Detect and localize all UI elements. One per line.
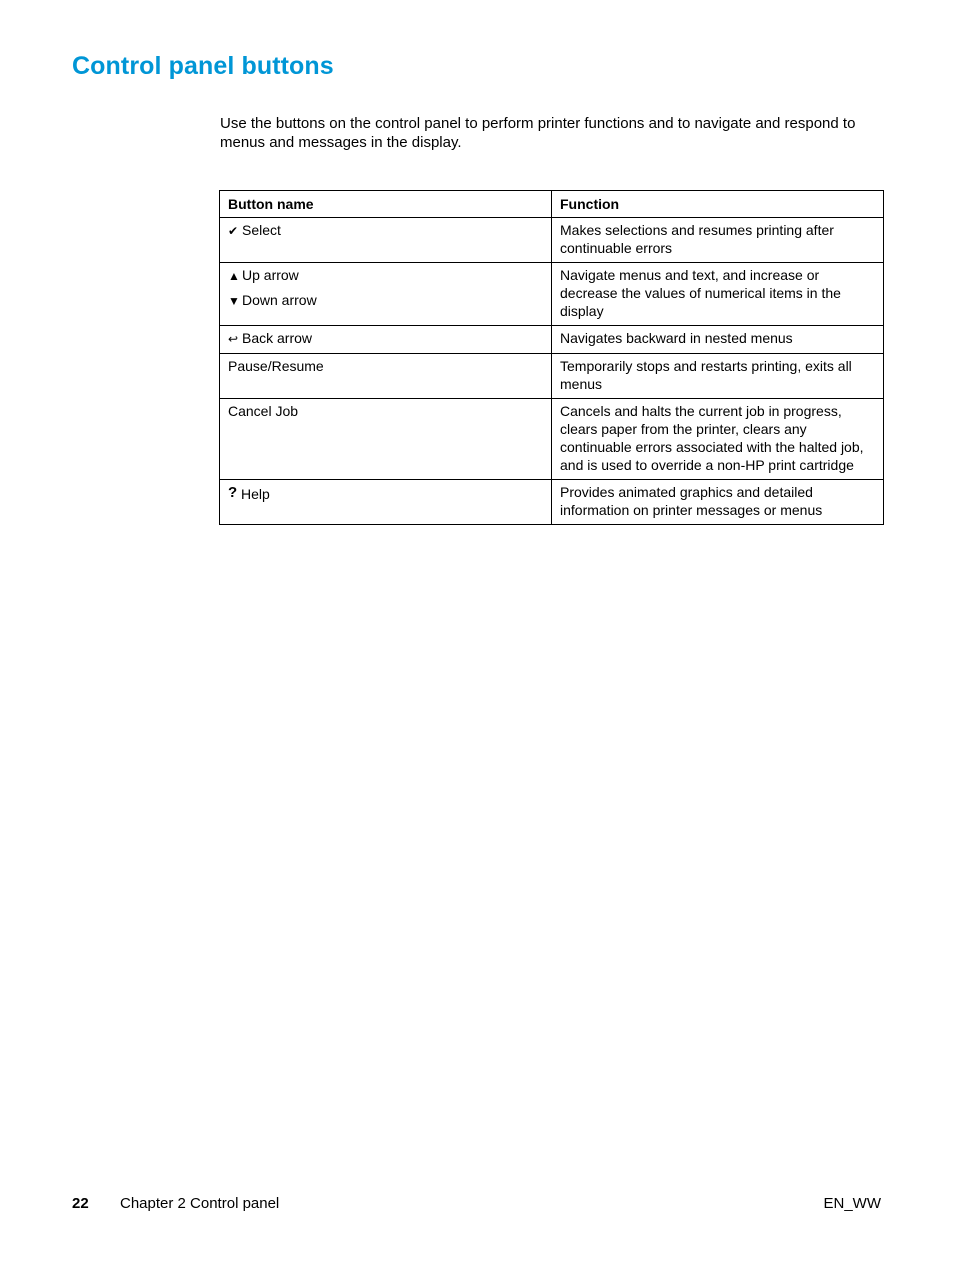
button-name-cell xyxy=(220,399,552,480)
button-name-help xyxy=(228,483,543,502)
back-arrow-icon: ↩ xyxy=(228,332,239,346)
button-name-cell xyxy=(220,326,552,354)
button-label: Down arrow xyxy=(242,292,317,308)
button-name-cancel-job: Cancel Job xyxy=(228,403,299,419)
table-row xyxy=(220,326,884,354)
locale-code: EN_WW xyxy=(823,1195,881,1212)
intro-paragraph: Use the buttons on the control panel to perform printer functions and to navigate and respond to menus and messages in the display. xyxy=(220,115,856,151)
help-icon: ? xyxy=(228,484,238,501)
function-cell: Navigate menus and text, and increase or decrease the values of numerical items in the display xyxy=(552,263,884,326)
table-row xyxy=(220,218,884,263)
check-icon: ✔ xyxy=(228,224,239,238)
button-name-cell xyxy=(220,480,552,525)
button-label: Up arrow xyxy=(242,267,299,283)
down-arrow-icon: ▼ xyxy=(228,294,240,308)
button-name-select xyxy=(228,221,543,240)
chapter-title: Chapter 2 Control panel xyxy=(120,1195,280,1212)
function-cell: Makes selections and resumes printing after continuable errors xyxy=(552,218,884,263)
button-name-back-arrow xyxy=(228,329,543,348)
button-name-up-arrow xyxy=(228,266,543,285)
table-row xyxy=(220,263,884,326)
function-cell: Temporarily stops and restarts printing, exits all menus xyxy=(552,354,884,399)
table-row xyxy=(220,399,884,480)
up-arrow-icon: ▲ xyxy=(228,269,240,283)
function-cell: Cancels and halts the current job in progress, clears paper from the printer, clears any continuable errors associated with the halted job, and is used to override a non-HP print cartridge xyxy=(552,399,884,480)
table-row xyxy=(220,480,884,525)
table-header-row xyxy=(220,191,884,218)
page-number: 22 xyxy=(72,1195,89,1212)
button-name-cell xyxy=(220,263,552,326)
function-cell: Provides animated graphics and detailed information on printer messages or menus xyxy=(552,480,884,525)
button-name-down-arrow xyxy=(228,291,543,310)
button-label: Back arrow xyxy=(242,330,313,346)
button-label: Help xyxy=(241,486,270,502)
button-label: Select xyxy=(242,222,281,238)
function-cell: Navigates backward in nested menus xyxy=(552,326,884,354)
table-row xyxy=(220,354,884,399)
button-name-cell xyxy=(220,354,552,399)
header-button-name: Button name xyxy=(220,191,552,218)
header-function: Function xyxy=(552,191,884,218)
button-name-cell xyxy=(220,218,552,263)
control-panel-buttons-table xyxy=(219,190,884,525)
page-title: Control panel buttons xyxy=(72,52,334,80)
button-name-pause-resume: Pause/Resume xyxy=(228,358,324,374)
